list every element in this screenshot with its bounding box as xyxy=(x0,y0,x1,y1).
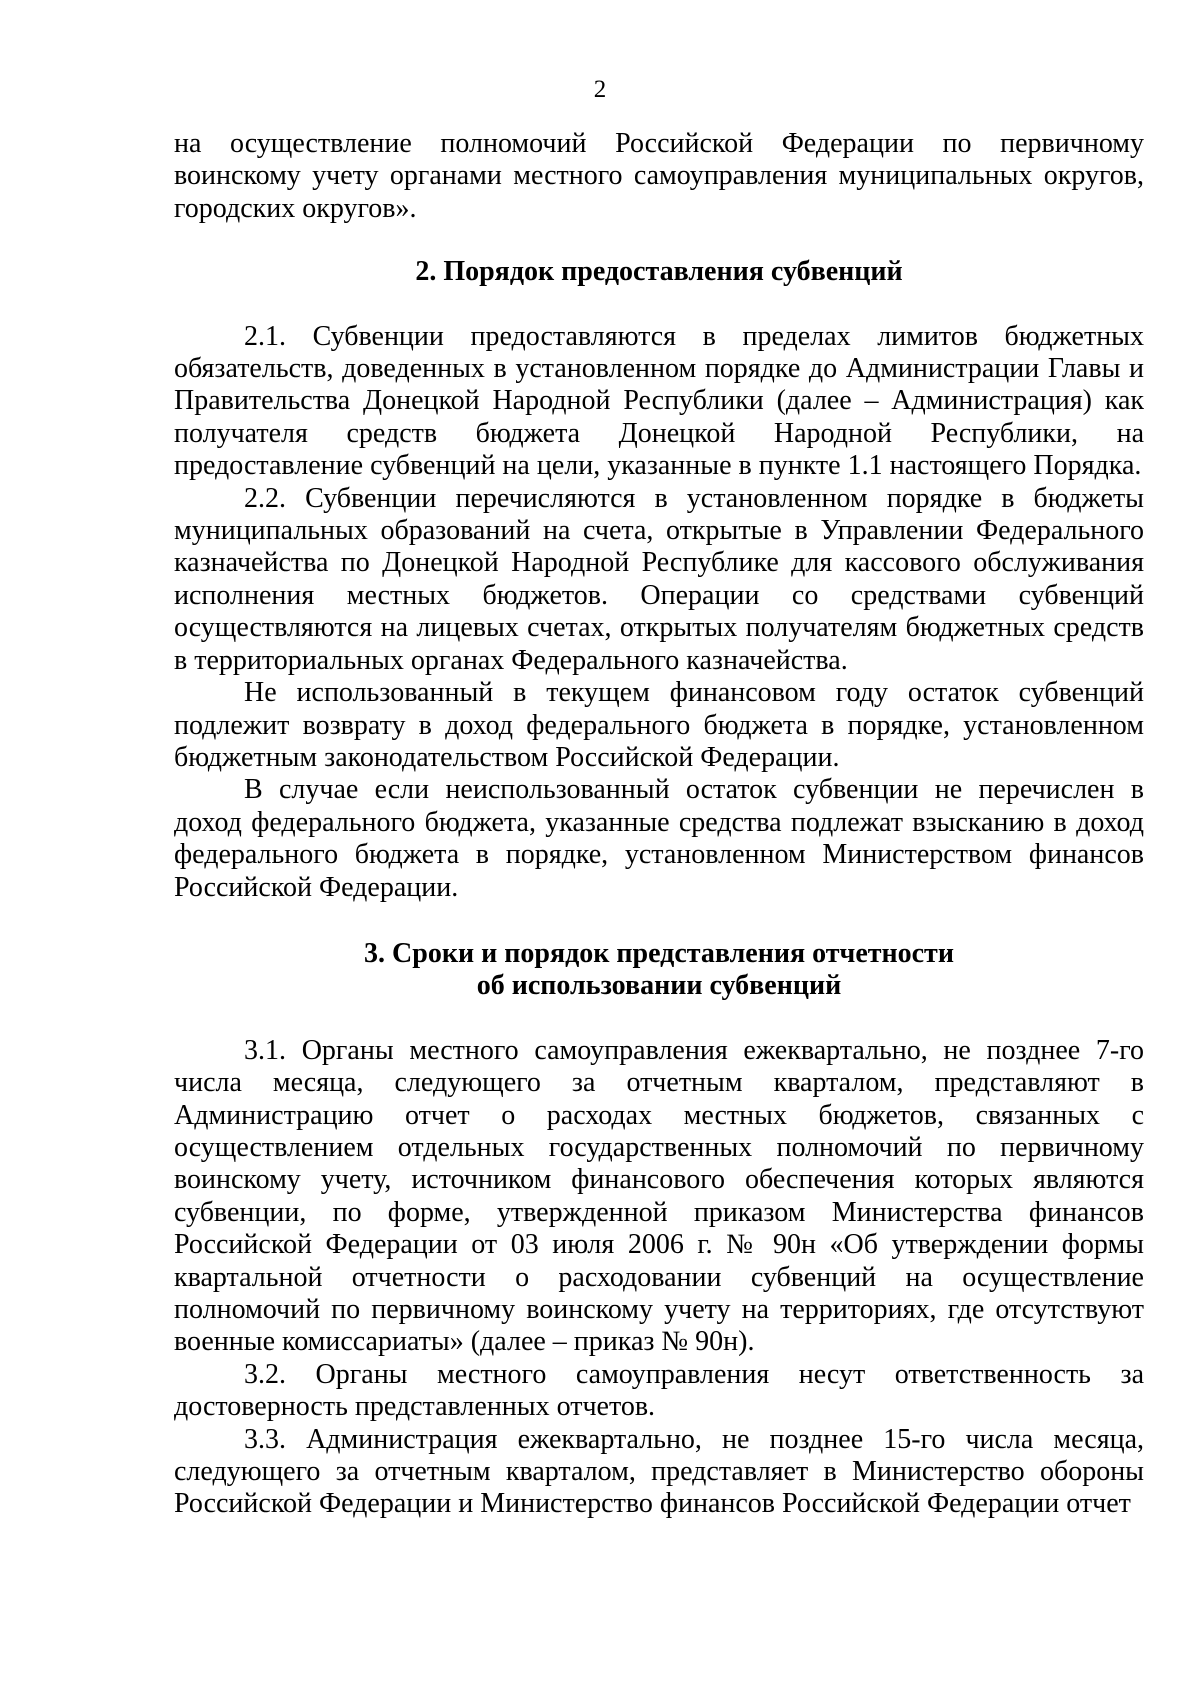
section-3-heading-line-1: 3. Сроки и порядок представления отчетности xyxy=(364,937,954,969)
document-body xyxy=(174,128,1144,1521)
paragraph-2-2-unused-balance: Не использованный в текущем финансовом году остаток субвенций подлежит возврату в доход федерального бюджета в порядке, установленном бюджетным законодательством Российской Федерации. xyxy=(174,677,1144,773)
section-3-heading xyxy=(174,938,1144,1003)
page-number: 2 xyxy=(593,76,607,103)
intro-paragraph: на осуществление полномочий Российской Федерации по первичному воинскому учету органами местного самоуправления муниципальных округов, городских округов». xyxy=(174,128,1144,224)
paragraph-2-2: 2.2. Субвенции перечисляются в установленном порядке в бюджеты муниципальных образований на счета, открытые в Управлении Федерального казначейства по Донецкой Народной Республике для кассового обслуживания исполнения местных бюджетов. Операции со средствами субвенций осуществляются на лицевых счетах, открытых получателям бюджетных средств в территориальных органах Федерального казначейства. xyxy=(174,482,1144,676)
paragraph-3-1: 3.1. Органы местного самоуправления ежеквартально, не позднее 7-го числа месяца, следующего за отчетным кварталом, представляют в Администрацию отчет о расходах местных бюджетов, связанных с осуществлением отдельных государственных полномочий по первичному воинскому учету, источником финансового обеспечения которых являются субвенции, по форме, утвержденной приказом Министерства финансов Российской Федерации от 03 июля 2006 г. № 90н «Об утверждении формы квартальной отчетности о расходовании субвенций на осуществление полномочий по первичному воинскому учету на территориях, где отсутствуют военные комиссариаты» (далее – приказ № 90н). xyxy=(174,1034,1144,1358)
section-3-heading-line-2: об использовании субвенций xyxy=(476,970,842,1002)
section-2-heading: 2. Порядок предоставления субвенций xyxy=(415,256,903,288)
paragraph-3-3: 3.3. Администрация ежеквартально, не позднее 15-го числа месяца, следующего за отчетным кварталом, представляет в Министерство обороны Российской Федерации и Министерство финансов Российской Федерации отчет xyxy=(174,1423,1144,1520)
paragraph-2-1: 2.1. Субвенции предоставляются в пределах лимитов бюджетных обязательств, доведенных в установленном порядке до Администрации Главы и Правительства Донецкой Народной Республики (далее – Администрация) как получателя средств бюджета Донецкой Народной Республики, на предоставление субвенций на цели, указанные в пункте 1.1 настоящего Порядка. xyxy=(174,320,1144,482)
paragraph-2-2-recovery: В случае если неиспользованный остаток субвенции не перечислен в доход федерального бюджета, указанные средства подлежат взысканию в доход федерального бюджета в порядке, установленном Министерством финансов Российской Федерации. xyxy=(174,774,1144,903)
paragraph-3-2: 3.2. Органы местного самоуправления несут ответственность за достоверность представленных отчетов. xyxy=(174,1358,1144,1423)
